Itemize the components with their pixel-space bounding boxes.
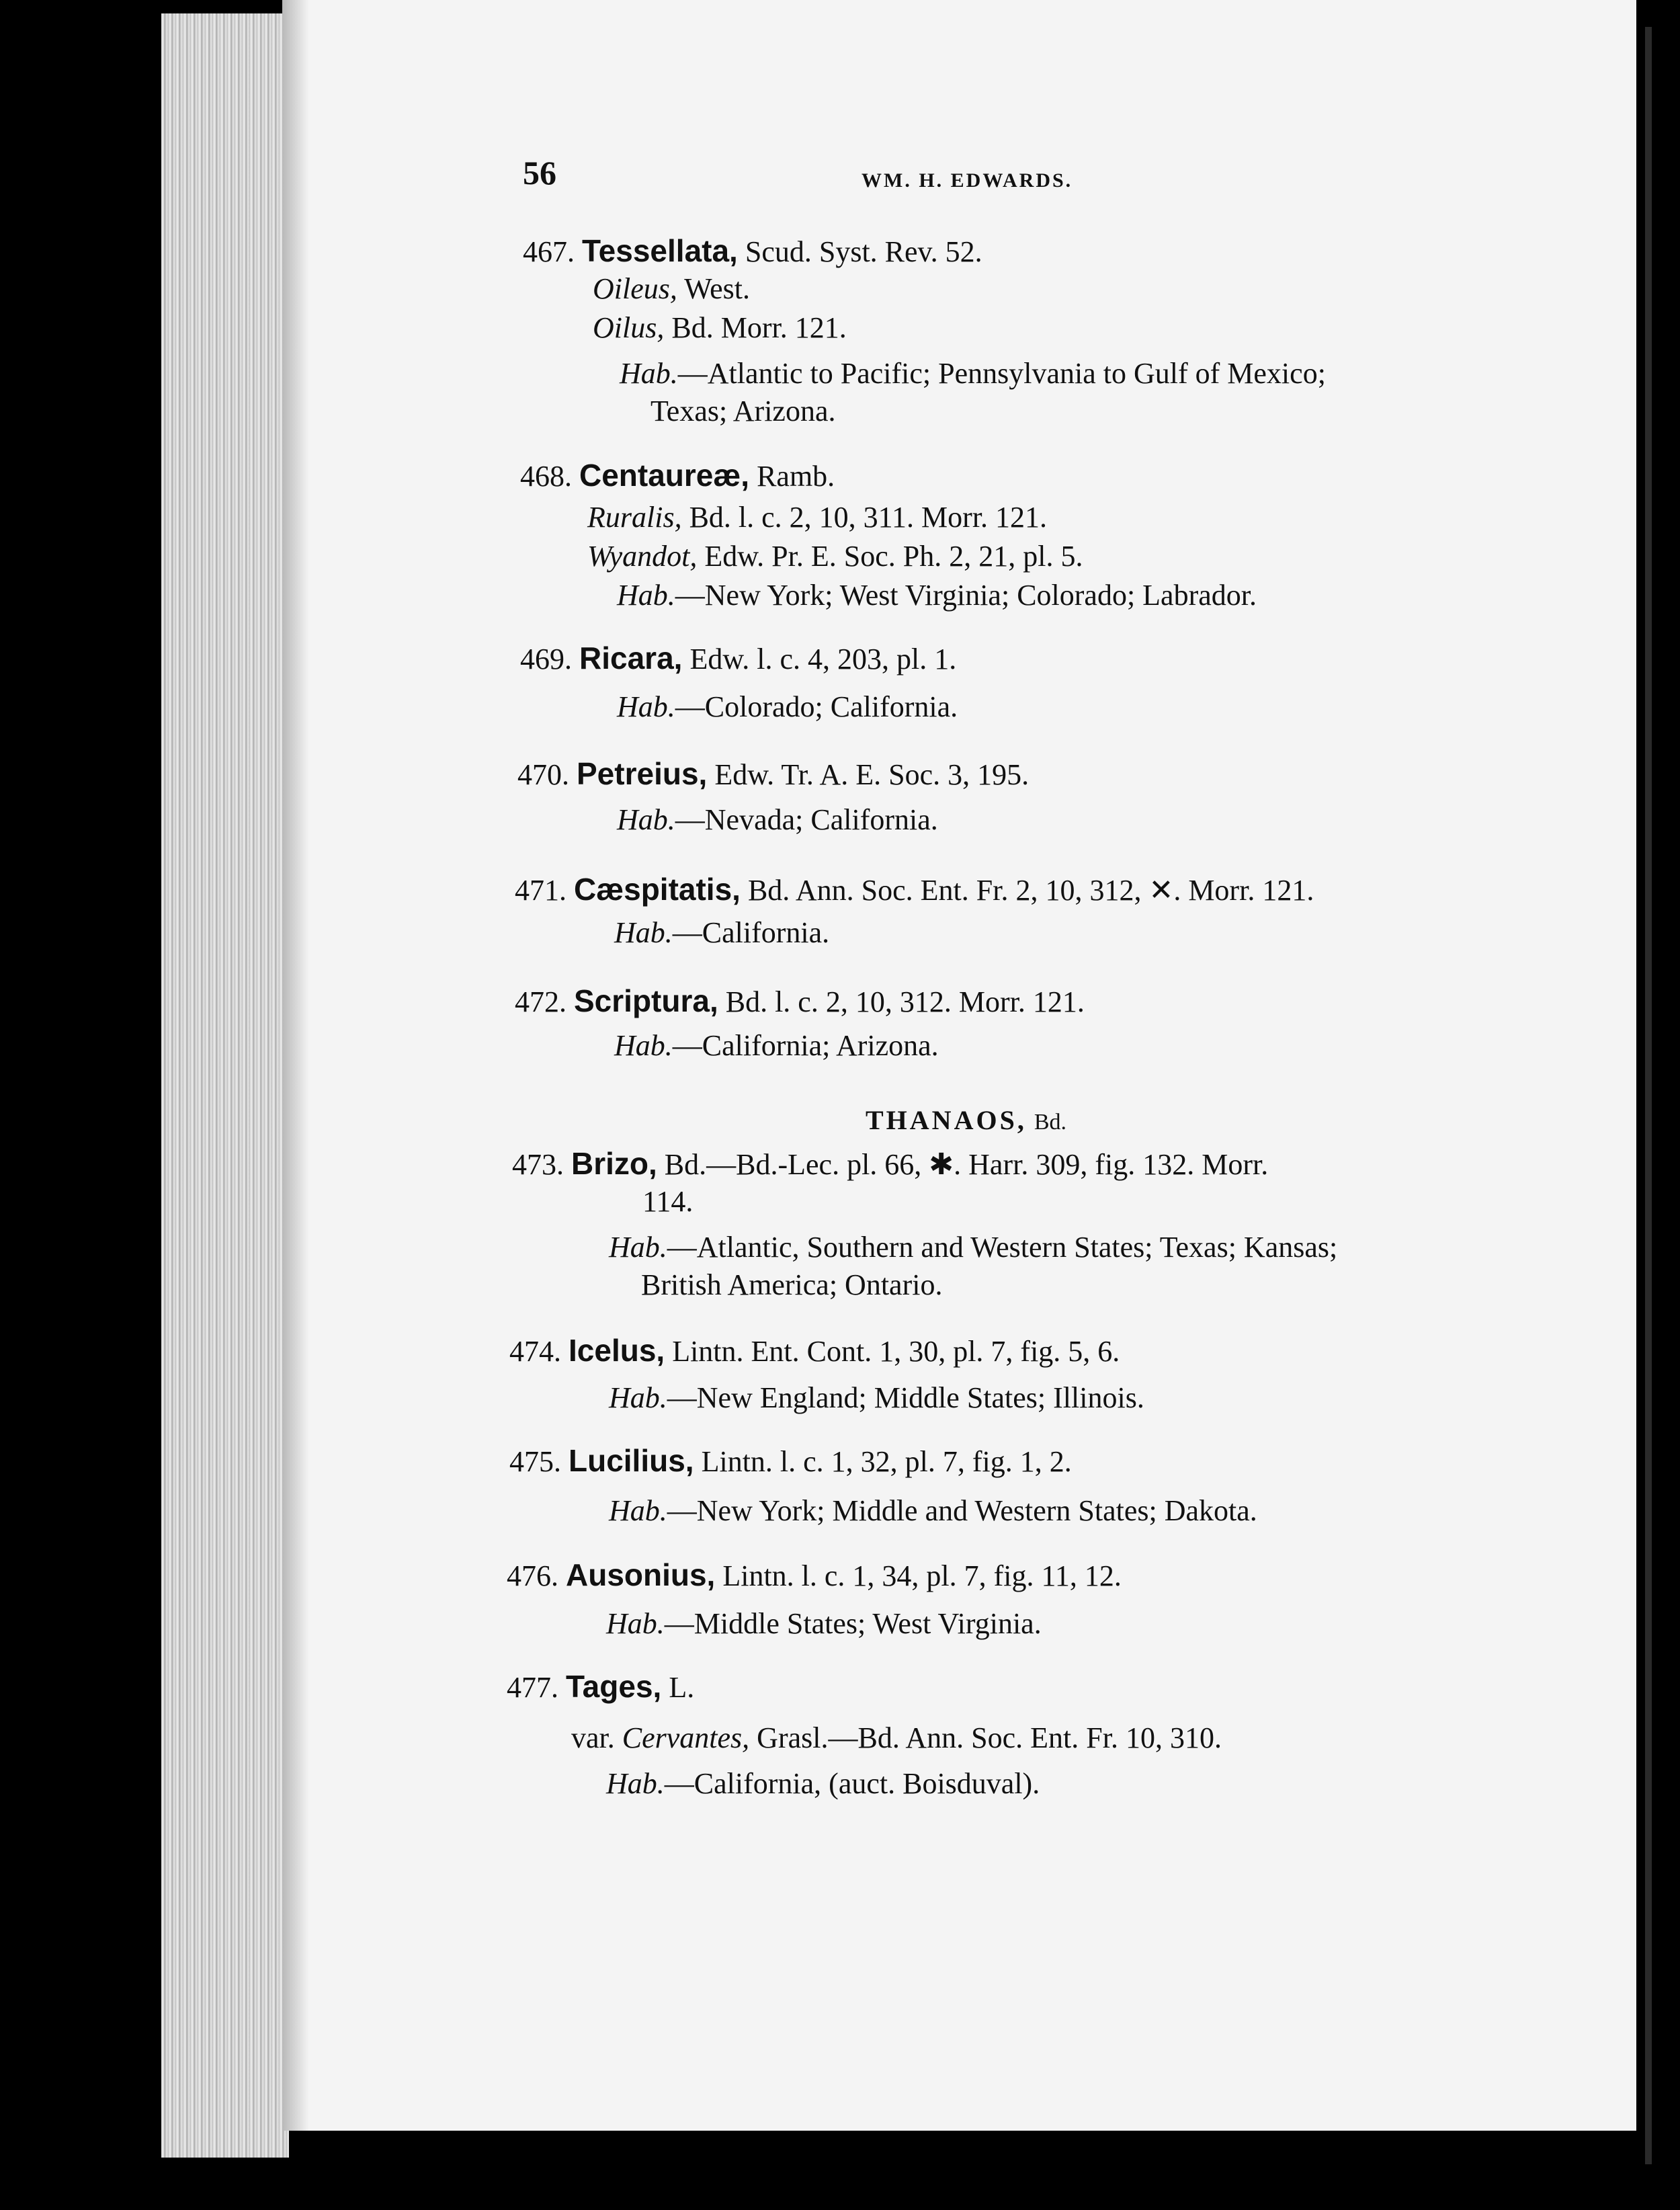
habitat-text: —California, (auct. Boisduval). <box>664 1767 1040 1800</box>
citation: Bd. l. c. 2, 10, 312. Morr. 121. <box>725 985 1085 1018</box>
species-name: Cæspitatis, <box>574 872 741 907</box>
entry-number: 477. <box>507 1671 558 1704</box>
entry-number: 476. <box>507 1559 558 1592</box>
habitat-text: —California; Arizona. <box>672 1029 939 1062</box>
entry-468-line <box>520 460 835 491</box>
entry-471-line <box>515 874 1314 905</box>
species-name: Ricara, <box>579 641 683 676</box>
right-border <box>1636 0 1680 2210</box>
species-name: Scriptura, <box>574 983 718 1018</box>
page-number: 56 <box>523 154 556 192</box>
entry-number: 472. <box>515 985 566 1018</box>
citation: Lintn. l. c. 1, 32, pl. 7, fig. 1, 2. <box>701 1445 1072 1478</box>
habitat-label: Hab. <box>617 690 675 723</box>
citation: Edw. Tr. A. E. Soc. 3, 195. <box>714 758 1030 791</box>
entry-number: 468. <box>520 460 572 493</box>
citation: Bd. Ann. Soc. Ent. Fr. 2, 10, 312, ✕. Morr. 121. <box>747 874 1314 907</box>
synonym-line <box>587 503 1047 532</box>
entry-469-line <box>520 643 956 674</box>
species-name: Tages, <box>566 1669 662 1704</box>
synonym-name: Ruralis, <box>587 501 682 534</box>
genus-heading <box>866 1105 1066 1135</box>
entry-number: 473. <box>512 1148 564 1181</box>
habitat-label: Hab. <box>606 1767 665 1800</box>
habitat-label: Hab. <box>617 579 675 612</box>
variety-ref: Grasl.—Bd. Ann. Soc. Ent. Fr. 10, 310. <box>757 1721 1222 1754</box>
habitat-text: —Nevada; California. <box>675 803 938 836</box>
synonym-line <box>587 542 1083 571</box>
habitat-line <box>609 1233 1337 1262</box>
entry-number: 467. <box>523 235 575 268</box>
species-name: Lucilius, <box>569 1443 694 1478</box>
species-name: Centaureæ, <box>579 458 750 493</box>
entry-476-line <box>507 1559 1122 1591</box>
synonym-name: Wyandot, <box>587 540 698 573</box>
habitat-line <box>617 581 1257 610</box>
habitat-text: —New York; Middle and Western States; Dakota. <box>667 1494 1257 1527</box>
entry-number: 470. <box>517 758 569 791</box>
habitat-label: Hab. <box>609 1494 667 1527</box>
synonym-line <box>593 313 847 343</box>
entry-470-line <box>517 758 1029 790</box>
species-name: Icelus, <box>569 1333 665 1368</box>
citation: Bd.—Bd.-Lec. pl. 66, ✱. Harr. 309, fig. 132. Morr. <box>664 1148 1269 1181</box>
synonym-ref: West. <box>684 272 750 305</box>
habitat-line <box>606 1609 1042 1639</box>
citation: Lintn. l. c. 1, 34, pl. 7, fig. 11, 12. <box>722 1559 1122 1592</box>
entry-477-line <box>507 1671 694 1703</box>
page-stack-edge <box>161 13 289 2158</box>
habitat-label: Hab. <box>614 1029 673 1062</box>
species-name: Brizo, <box>571 1146 657 1181</box>
entry-467-line <box>523 235 982 267</box>
habitat-text: —Middle States; West Virginia. <box>664 1607 1042 1640</box>
habitat-text: —California. <box>672 916 830 949</box>
citation: L. <box>669 1671 695 1704</box>
citation: Lintn. Ent. Cont. 1, 30, pl. 7, fig. 5, 6. <box>672 1335 1120 1368</box>
habitat-line <box>620 359 1326 388</box>
species-name: Ausonius, <box>566 1557 716 1592</box>
synonym-ref: Bd. Morr. 121. <box>671 311 847 344</box>
entry-474-line <box>509 1335 1120 1366</box>
synonym-line <box>593 274 750 304</box>
habitat-line <box>606 1769 1040 1799</box>
variety-line <box>571 1723 1222 1753</box>
habitat-line <box>609 1496 1257 1526</box>
habitat-continuation: British America; Ontario. <box>641 1268 943 1301</box>
habitat-text: —Atlantic, Southern and Western States; Texas; Kansas; <box>667 1231 1338 1264</box>
habitat-line <box>614 918 829 948</box>
next-page-edge <box>1645 27 1652 2164</box>
entry-number: 471. <box>515 874 566 907</box>
synonym-name: Oileus, <box>593 272 677 305</box>
habitat-label: Hab. <box>606 1607 665 1640</box>
habitat-text: —Colorado; California. <box>675 690 958 723</box>
entry-number: 475. <box>509 1445 561 1478</box>
entry-number: 469. <box>520 643 572 676</box>
synonym-ref: Edw. Pr. E. Soc. Ph. 2, 21, pl. 5. <box>704 540 1083 573</box>
synonym-name: Oilus, <box>593 311 665 344</box>
habitat-label: Hab. <box>620 357 678 390</box>
entry-475-line <box>509 1445 1072 1477</box>
habitat-text: —New England; Middle States; Illinois. <box>667 1381 1144 1414</box>
citation: Ramb. <box>757 460 835 493</box>
habitat-line <box>617 805 938 835</box>
book-page <box>282 0 1636 2131</box>
genus-author: Bd. <box>1034 1110 1066 1135</box>
synonym-ref: Bd. l. c. 2, 10, 311. Morr. 121. <box>689 501 1048 534</box>
habitat-line <box>617 692 958 722</box>
entry-number: 474. <box>509 1335 561 1368</box>
entry-473-line <box>512 1148 1268 1180</box>
habitat-text: —Atlantic to Pacific; Pennsylvania to Gulf of Mexico; <box>677 357 1326 390</box>
citation-continuation: 114. <box>642 1185 694 1218</box>
habitat-label: Hab. <box>617 803 675 836</box>
variety-name: Cervantes, <box>622 1721 750 1754</box>
species-name: Petreius, <box>577 756 708 791</box>
habitat-label: Hab. <box>609 1231 667 1264</box>
genus-name: THANAOS, <box>866 1105 1027 1135</box>
habitat-line <box>609 1383 1144 1413</box>
habitat-text: —New York; West Virginia; Colorado; Labrador. <box>675 579 1257 612</box>
gutter-shadow <box>282 0 309 2131</box>
citation: Scud. Syst. Rev. 52. <box>745 235 982 268</box>
species-name: Tessellata, <box>582 233 738 268</box>
citation: Edw. l. c. 4, 203, pl. 1. <box>689 643 957 676</box>
habitat-continuation: Texas; Arizona. <box>650 395 836 427</box>
running-head: WM. H. EDWARDS. <box>862 169 1073 192</box>
habitat-label: Hab. <box>609 1381 667 1414</box>
habitat-label: Hab. <box>614 916 673 949</box>
variety-prefix: var. <box>571 1721 615 1754</box>
entry-472-line <box>515 985 1085 1017</box>
habitat-line <box>614 1031 939 1061</box>
